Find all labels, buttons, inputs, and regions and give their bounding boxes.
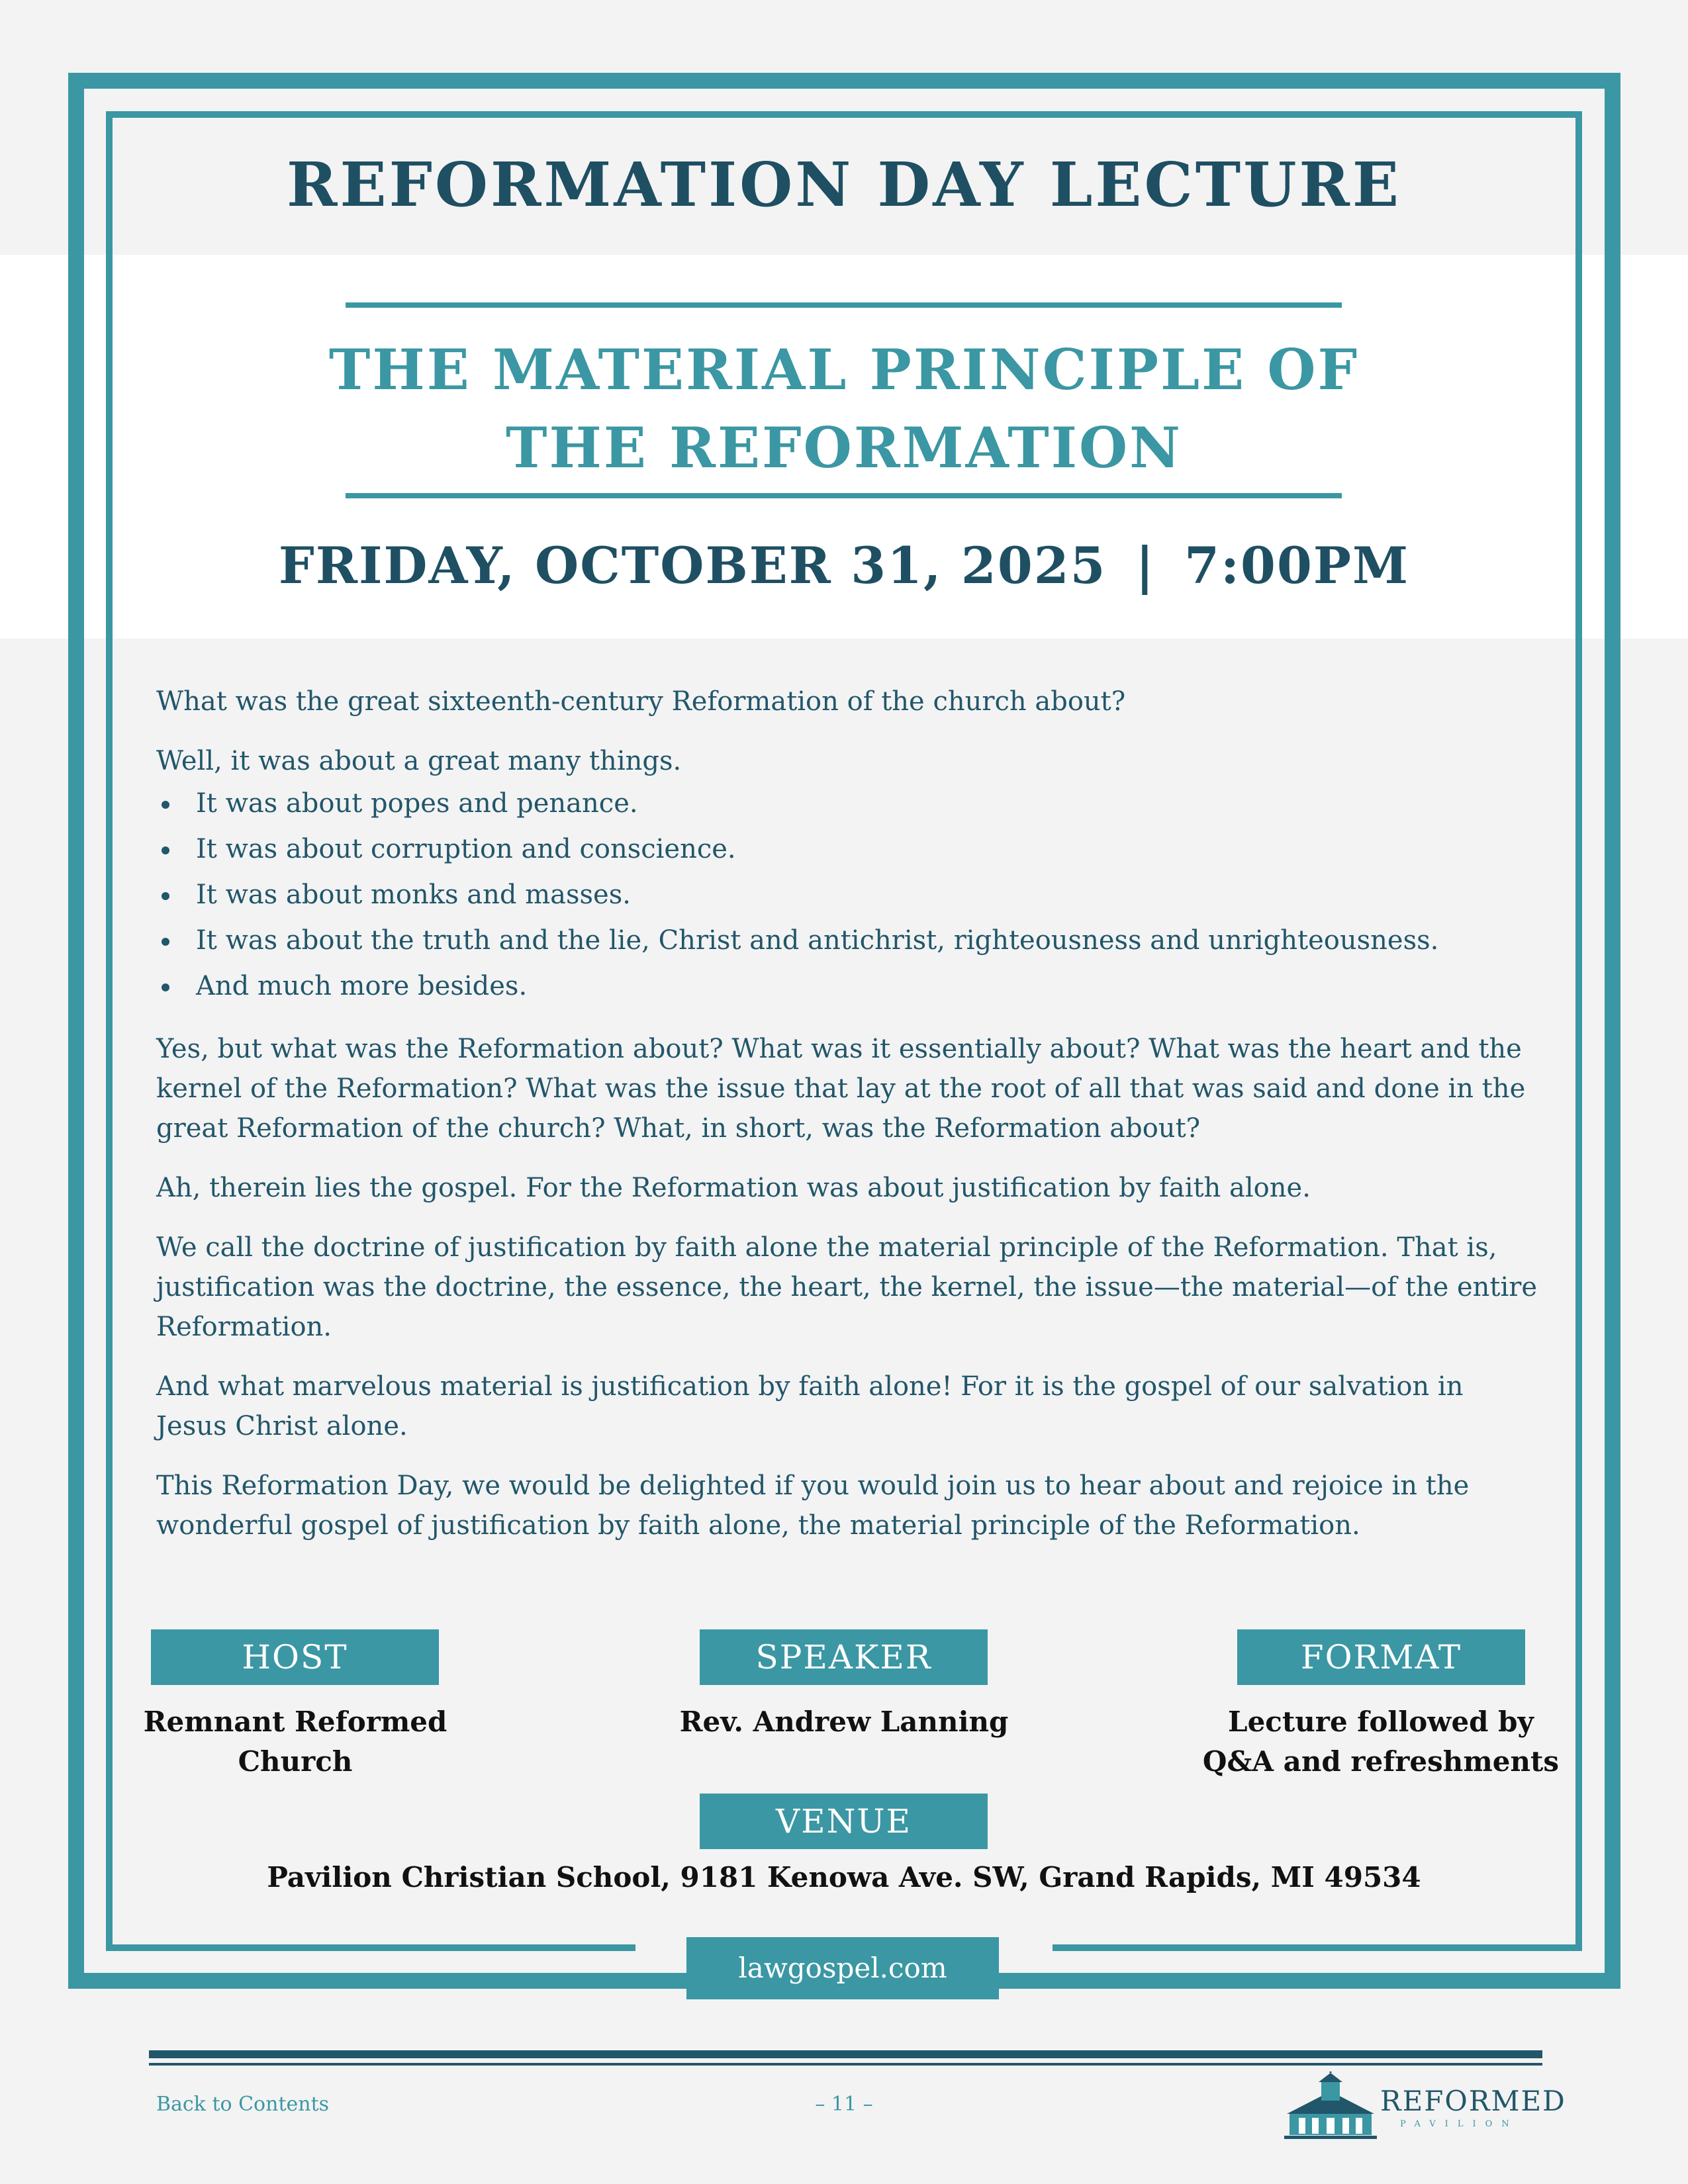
speaker-label: SPEAKER xyxy=(700,1629,988,1685)
venue-value: Pavilion Christian School, 9181 Kenowa Ave. SW, Grand Rapids, MI 49534 xyxy=(267,1861,1421,1893)
list-item: It was about corruption and conscience. xyxy=(156,827,1540,872)
lecture-title-line2: THE REFORMATION xyxy=(506,415,1182,480)
separator: | xyxy=(1135,536,1156,595)
date-time xyxy=(0,536,1688,595)
paragraph-4: Ah, therein lies the gospel. For the Reformation was about justification by faith alone. xyxy=(156,1173,1311,1203)
list-item: And much more besides. xyxy=(156,964,1540,1009)
footer-rule xyxy=(149,2050,1542,2058)
website-link[interactable]: lawgospel.com xyxy=(686,1937,999,1999)
paragraph-7: This Reformation Day, we would be delighted if you would join us to hear about and rejoice in the wonderful gospel of justification by faith alone, the material principle of the Reformation. xyxy=(156,1471,1470,1541)
paragraph-6: And what marvelous material is justification by faith alone! For it is the gospel of our salvation in Jesus Christ alone. xyxy=(156,1371,1464,1441)
host-line1: Remnant Reformed xyxy=(143,1706,447,1738)
list-item: It was about the truth and the lie, Christ and antichrist, righteousness and unrighteousness. xyxy=(156,918,1540,964)
paragraph-2: Well, it was about a great many things. xyxy=(156,746,682,776)
footer-rule-thin xyxy=(149,2063,1542,2066)
format-label: FORMAT xyxy=(1237,1629,1525,1685)
event-time: 7:00PM xyxy=(1184,536,1410,595)
title-rule-top xyxy=(346,302,1342,308)
bullet-list xyxy=(156,781,1540,1009)
format-line1: Lecture followed by xyxy=(1228,1706,1534,1738)
event-date: FRIDAY, OCTOBER 31, 2025 xyxy=(278,536,1107,595)
list-item: It was about popes and penance. xyxy=(156,781,1540,827)
speaker-value: Rev. Andrew Lanning xyxy=(679,1706,1009,1738)
lecture-title-line1: THE MATERIAL PRINCIPLE OF xyxy=(328,337,1360,402)
paragraph-1: What was the great sixteenth-century Reformation of the church about? xyxy=(156,686,1126,717)
logo-subtitle: PAVILION xyxy=(1400,2119,1519,2129)
page-number: – 11 – xyxy=(815,2093,873,2116)
host-line2: Church xyxy=(238,1745,353,1778)
reformed-pavilion-logo xyxy=(1284,2071,1566,2141)
lecture-title xyxy=(0,331,1688,487)
host-value xyxy=(90,1702,500,1782)
back-to-contents-link[interactable]: Back to Contents xyxy=(156,2093,330,2116)
body-text xyxy=(156,682,1540,1565)
title-rule-bottom xyxy=(346,493,1342,498)
format-line2: Q&A and refreshments xyxy=(1202,1745,1560,1778)
event-title: REFORMATION DAY LECTURE xyxy=(286,149,1402,220)
format-value xyxy=(1176,1702,1586,1782)
paragraph-3: Yes, but what was the Reformation about? What was it essentially about? What was the heart and the kernel of the Reformation? What was the issue that lay at the root of all that was said and done in the great Reformation of the church? What, in short, was the Reformation about? xyxy=(156,1034,1526,1144)
venue-label: VENUE xyxy=(700,1794,988,1849)
list-item: It was about monks and masses. xyxy=(156,872,1540,918)
pavilion-building-icon xyxy=(1284,2071,1377,2141)
paragraph-5: We call the doctrine of justification by faith alone the material principle of the Reformation. That is, justification was the doctrine, the essence, the heart, the kernel, the issue—the material—of the entire Reformation. xyxy=(156,1232,1538,1342)
logo-word: REFORMED xyxy=(1380,2085,1566,2117)
host-label: HOST xyxy=(151,1629,439,1685)
